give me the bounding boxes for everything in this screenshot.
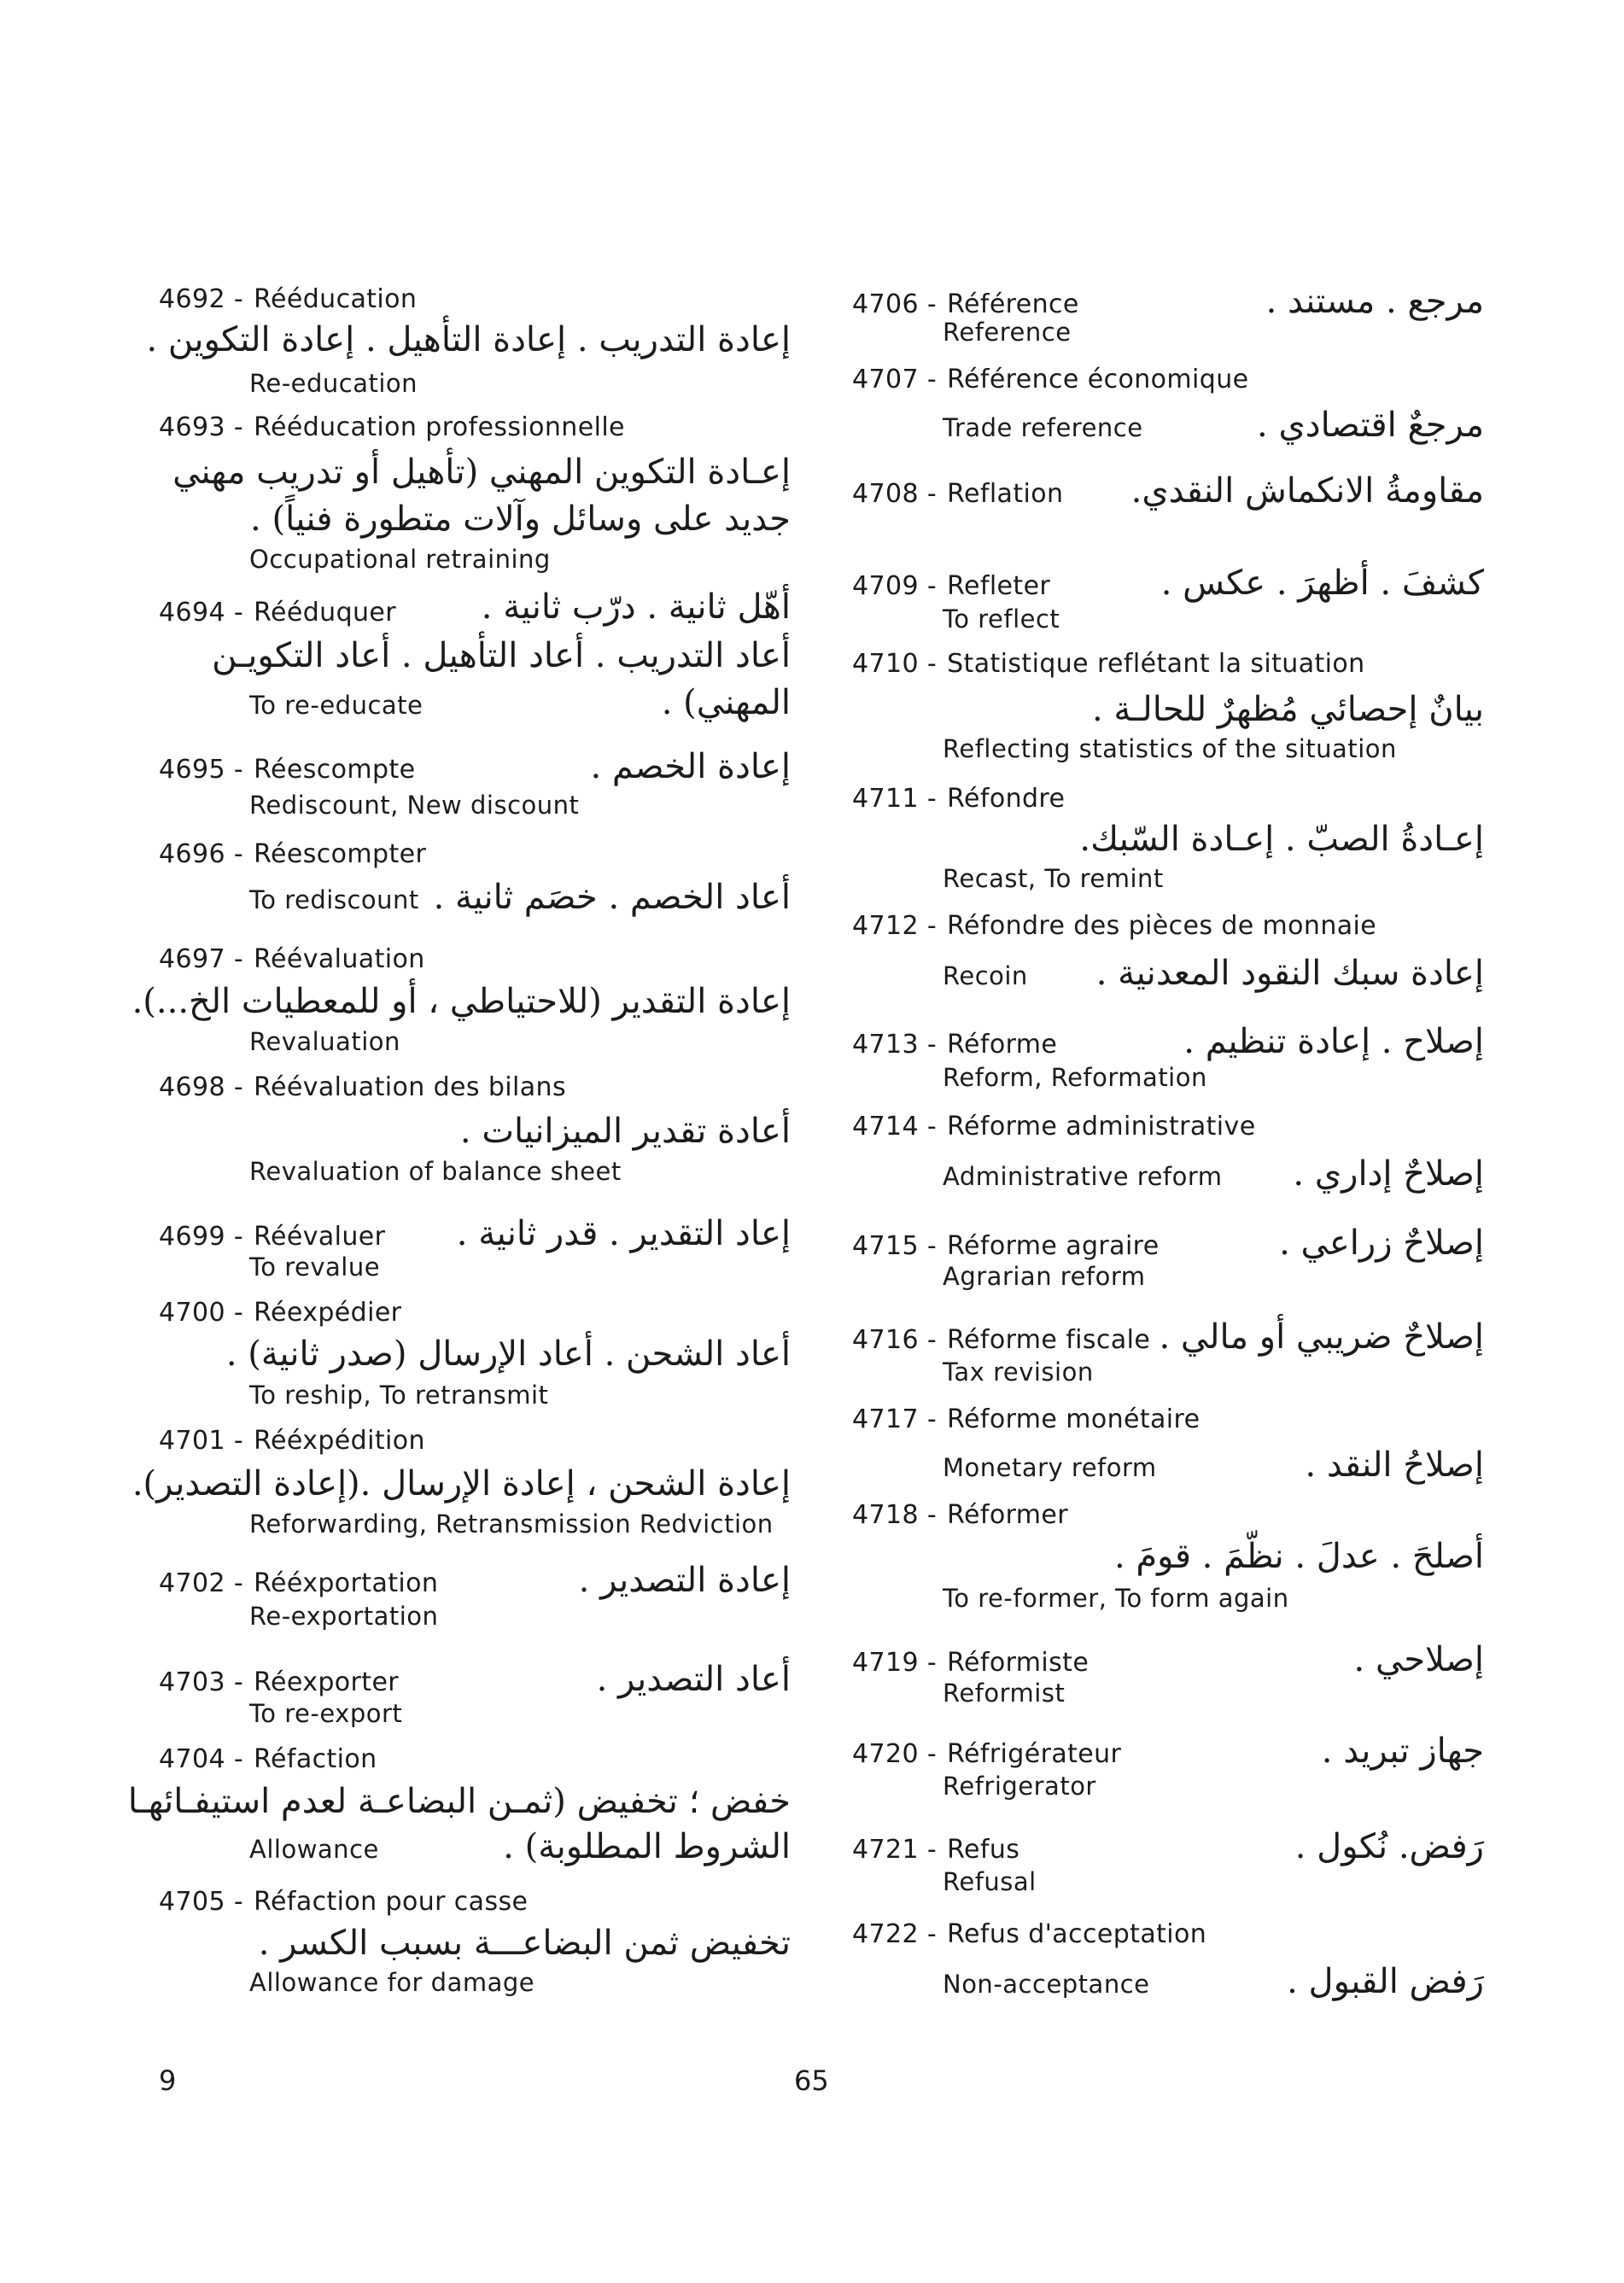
entry-4710-english: Reflecting statistics of the situation <box>943 734 1397 763</box>
entry-4711-arabic: إعـادةُ الصبّ . إعـادة السّبك. <box>1079 820 1484 859</box>
entry-4703-row <box>159 1660 791 1699</box>
entry-4708-arabic: مقاومةُ الانكماش النقدي. <box>1130 471 1484 511</box>
entry-4709-row <box>852 563 1484 603</box>
entry-4694-english: To re-educate <box>249 691 424 720</box>
entry-4698-arabic: أعادة تقدير الميزانيات . <box>459 1112 791 1151</box>
footer-left-number: 9 <box>159 2064 177 2097</box>
entry-4709-english: To reflect <box>943 604 1060 634</box>
entry-4716-arabic: إصلاحٌ ضريبي أو مالي . <box>1159 1317 1484 1357</box>
entry-4717-english: Monetary reform <box>943 1453 1157 1482</box>
entry-4705-french: 4705 - Réfaction pour casse <box>159 1887 529 1917</box>
entry-4716-row <box>852 1317 1484 1357</box>
entry-4699-french: 4699 - Réévaluer <box>159 1222 386 1252</box>
entry-4721-english: Refusal <box>943 1867 1037 1896</box>
entry-4701-french: 4701 - Rééxpédition <box>159 1426 425 1456</box>
entry-4707-arabic: مرجعٌ اقتصادي . <box>1257 406 1484 445</box>
entry-4702-arabic: إعادة التصدير . <box>578 1561 791 1600</box>
entry-4702-row <box>159 1561 791 1600</box>
entry-4694-arabic-line2: أعاد التدريب . أعاد التأهيل . أعاد التكويـن <box>212 636 791 675</box>
entry-4704-english-row <box>159 1827 791 1866</box>
entry-4698-french: 4698 - Réévaluation des bilans <box>159 1072 566 1102</box>
entry-4718-english: To re-former, To form again <box>943 1584 1289 1613</box>
entry-4718-arabic: أصلحَ . عدلَ . نظّمَ . قومَ . <box>1113 1537 1484 1576</box>
entry-4701-arabic: إعادة الشحن ، إعادة الإرسال .(إعادة التصدير). <box>131 1464 791 1504</box>
entry-4698-english: Revaluation of balance sheet <box>249 1157 622 1186</box>
entry-4699-row <box>159 1214 791 1253</box>
entry-4705-english: Allowance for damage <box>249 1968 535 1997</box>
entry-4700-english: To reship, To retransmit <box>249 1381 549 1410</box>
entry-4692-arabic: إعادة التدريب . إعادة التأهيل . إعادة التكوين . <box>146 320 791 359</box>
entry-4706-english: Reference <box>943 318 1072 347</box>
entry-4700-french: 4700 - Réexpédier <box>159 1298 402 1328</box>
entry-4716-french: 4716 - Réforme fiscale <box>852 1325 1151 1355</box>
entry-4717-english-row <box>852 1445 1484 1485</box>
entry-4697-french: 4697 - Réévaluation <box>159 944 425 974</box>
entry-4712-english-row <box>852 954 1484 993</box>
entry-4699-english: To revalue <box>249 1252 381 1282</box>
entry-4694-english-row <box>159 683 791 722</box>
entry-4707-english: Trade reference <box>943 413 1143 442</box>
entry-4712-english: Recoin <box>943 961 1028 990</box>
entry-4695-row <box>159 747 791 786</box>
entry-4696-french: 4696 - Réescompter <box>159 839 427 869</box>
entry-4719-french: 4719 - Réformiste <box>852 1648 1089 1678</box>
entry-4703-arabic: أعاد التصدير . <box>596 1660 791 1699</box>
entry-4712-french: 4712 - Réfondre des pièces de monnaie <box>852 911 1377 941</box>
entry-4709-arabic: كشفَ . أظهرَ . عكس . <box>1160 563 1484 603</box>
entry-4697-english: Revaluation <box>249 1027 400 1056</box>
entry-4721-french: 4721 - Refus <box>852 1835 1020 1865</box>
entry-4720-french: 4720 - Réfrigérateur <box>852 1739 1122 1769</box>
entry-4701-english: Reforwarding, Retransmission Redviction <box>249 1509 774 1539</box>
entry-4703-french: 4703 - Réexporter <box>159 1667 400 1697</box>
entry-4704-french: 4704 - Réfaction <box>159 1744 377 1774</box>
entry-4710-french: 4710 - Statistique reflétant la situation <box>852 649 1365 679</box>
entry-4692-french: 4692 - Rééducation <box>159 284 418 314</box>
entry-4693-french: 4693 - Rééducation professionnelle <box>159 412 625 442</box>
entry-4694-french: 4694 - Rééduquer <box>159 598 397 628</box>
entry-4694-arabic: أهّل ثانية . درّب ثانية . <box>481 587 791 627</box>
entry-4711-french: 4711 - Réfondre <box>852 784 1066 814</box>
entry-4713-arabic: إصلاح . إعادة تنظيم . <box>1183 1022 1484 1061</box>
entry-4720-arabic: جهاز تبريد . <box>1321 1731 1484 1771</box>
entry-4704-arabic: خفض ؛ تخفيض (ثمـن البضاعـة لعدم استيفـائهـا <box>127 1782 791 1821</box>
entry-4700-arabic: أعاد الشحن . أعاد الإرسال (صدر ثانية) . <box>225 1334 791 1374</box>
entry-4704-arabic-line2: الشروط المطلوبة) . <box>503 1827 791 1866</box>
entry-4708-french: 4708 - Reflation <box>852 479 1064 509</box>
entry-4696-english-row <box>159 878 791 917</box>
entry-4696-arabic: أعاد الخصم . خصَم ثانية . <box>433 878 791 917</box>
entry-4715-english: Agrarian reform <box>943 1262 1146 1291</box>
entry-4720-row <box>852 1731 1484 1771</box>
entry-4696-english: To rediscount <box>249 885 419 914</box>
entry-4693-arabic-line2: جديد على وسائل وآلات متطورة فنياً) . <box>250 499 791 539</box>
entry-4695-english: Rediscount, New discount <box>249 791 580 820</box>
entry-4706-french: 4706 - Référence <box>852 289 1079 319</box>
entry-4715-french: 4715 - Réforme agraire <box>852 1231 1160 1261</box>
entry-4699-arabic: إعاد التقدير . قدر ثانية . <box>456 1214 791 1253</box>
entry-4714-french: 4714 - Réforme administrative <box>852 1112 1256 1142</box>
entry-4710-arabic: بيانٌ إحصائي مُظهرٌ للحالـة . <box>1091 690 1484 729</box>
entry-4721-row <box>852 1827 1484 1866</box>
entry-4720-english: Refrigerator <box>943 1772 1096 1801</box>
entry-4704-english: Allowance <box>249 1835 379 1864</box>
page-number: 65 <box>794 2064 829 2097</box>
entry-4702-french: 4702 - Rééxportation <box>159 1568 439 1598</box>
entry-4703-english: To re-export <box>249 1699 403 1728</box>
entry-4713-english: Reform, Reformation <box>943 1063 1207 1092</box>
entry-4722-english: Non-acceptance <box>943 1970 1150 1999</box>
entry-4722-french: 4722 - Refus d'acceptation <box>852 1919 1207 1949</box>
entry-4694-arabic-line3: المهني) . <box>661 683 791 722</box>
entry-4706-arabic: مرجع . مستند . <box>1265 282 1484 321</box>
entry-4697-arabic: إعادة التقدير (للاحتياطي ، أو للمعطيات الخ...). <box>131 982 791 1021</box>
entry-4695-arabic: إعادة الخصم . <box>590 747 791 786</box>
entry-4714-english: Administrative reform <box>943 1162 1223 1191</box>
entry-4702-english: Re-exportation <box>249 1602 439 1631</box>
entry-4721-arabic: رَفض. نُكول . <box>1294 1827 1484 1866</box>
entry-4707-english-row <box>852 406 1484 445</box>
entry-4719-arabic: إصلاحي . <box>1353 1640 1484 1679</box>
entry-4706-row <box>852 282 1484 321</box>
entry-4713-french: 4713 - Réforme <box>852 1030 1058 1060</box>
entry-4718-french: 4718 - Réformer <box>852 1500 1069 1530</box>
entry-4715-row <box>852 1223 1484 1263</box>
entry-4716-english: Tax revision <box>943 1358 1094 1387</box>
entry-4719-english: Reformist <box>943 1679 1066 1708</box>
entry-4695-french: 4695 - Réescompte <box>159 755 416 785</box>
entry-4715-arabic: إصلاحٌ زراعي . <box>1279 1223 1484 1263</box>
entry-4722-arabic: رَفض القبول . <box>1287 1962 1484 2001</box>
entry-4712-arabic: إعادة سبك النقود المعدنية . <box>1095 954 1484 993</box>
entry-4713-row <box>852 1022 1484 1061</box>
entry-4722-english-row <box>852 1962 1484 2001</box>
entry-4714-arabic: إصلاحٌ إداري . <box>1293 1154 1484 1194</box>
entry-4717-arabic: إصلاحُ النقد . <box>1305 1445 1484 1485</box>
entry-4693-english: Occupational retraining <box>249 545 551 574</box>
entry-4719-row <box>852 1640 1484 1679</box>
entry-4708-row <box>852 471 1484 511</box>
entry-4709-french: 4709 - Refleter <box>852 571 1051 601</box>
entry-4705-arabic: تخفيض ثمن البضاعـــة بسبب الكسر . <box>258 1924 791 1963</box>
entry-4711-english: Recast, To remint <box>943 864 1164 893</box>
entry-4693-arabic: إعـادة التكوين المهني (تأهيل أو تدريب مهني <box>172 453 791 492</box>
entry-4692-english: Re-education <box>249 369 418 398</box>
entry-4714-english-row <box>852 1154 1484 1194</box>
entry-4707-french: 4707 - Référence économique <box>852 365 1249 394</box>
entry-4717-french: 4717 - Réforme monétaire <box>852 1404 1200 1434</box>
